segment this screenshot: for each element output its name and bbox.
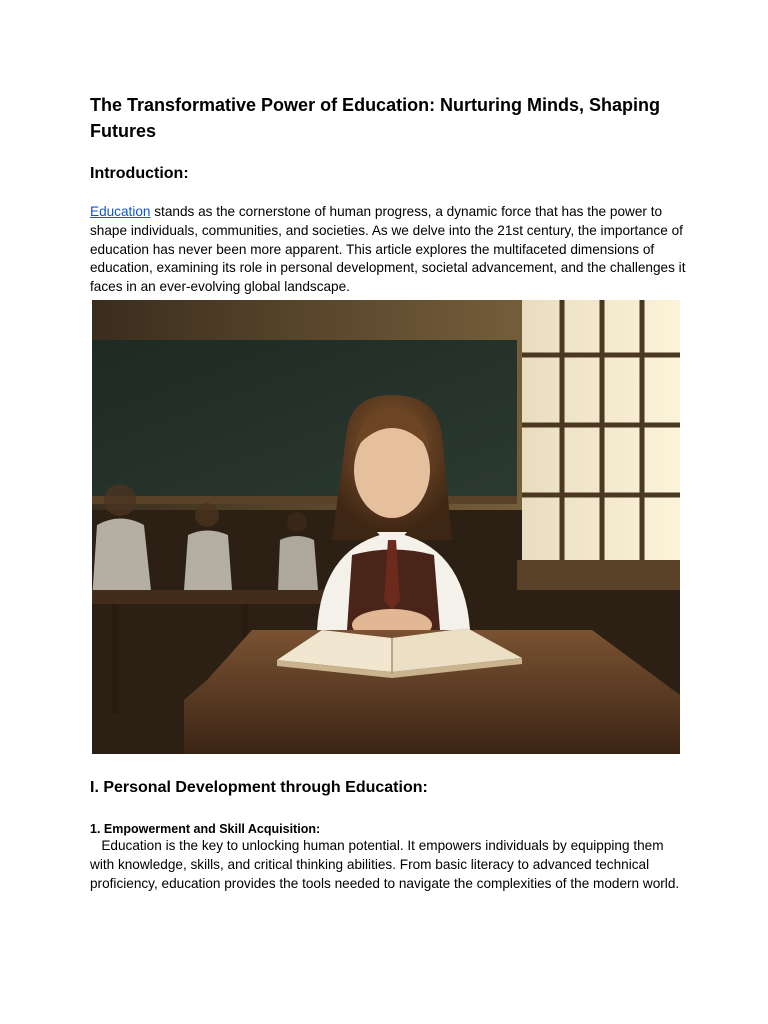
subsection-heading-empowerment: 1. Empowerment and Skill Acquisition:: [90, 822, 321, 836]
section-heading-personal-development: I. Personal Development through Education:: [90, 779, 428, 796]
empowerment-paragraph: Education is the key to unlocking human potential. It empowers individuals by equipping them with knowledge, skills, and critical thinking abilities. From basic literacy to advanced technical proficiency, education provides the tools needed to navigate the complexities of the modern world.: [90, 838, 680, 891]
classroom-photo: [92, 300, 680, 754]
education-link[interactable]: Education: [90, 204, 151, 219]
introduction-heading: Introduction:: [90, 165, 189, 182]
introduction-paragraph: [90, 203, 686, 297]
document-title: The Transformative Power of Education: Nurturing Minds, Shaping Futures: [90, 95, 661, 141]
introduction-body-text: stands as the cornerstone of human progress, a dynamic force that has the power to shape individuals, communities, and societies. As we delve into the 21st century, the importance of education has never been more apparent. This article explores the multifaceted dimensions of education, examining its role in personal development, societal advancement, and the challenges it faces in an ever-evolving global landscape.: [90, 204, 686, 295]
